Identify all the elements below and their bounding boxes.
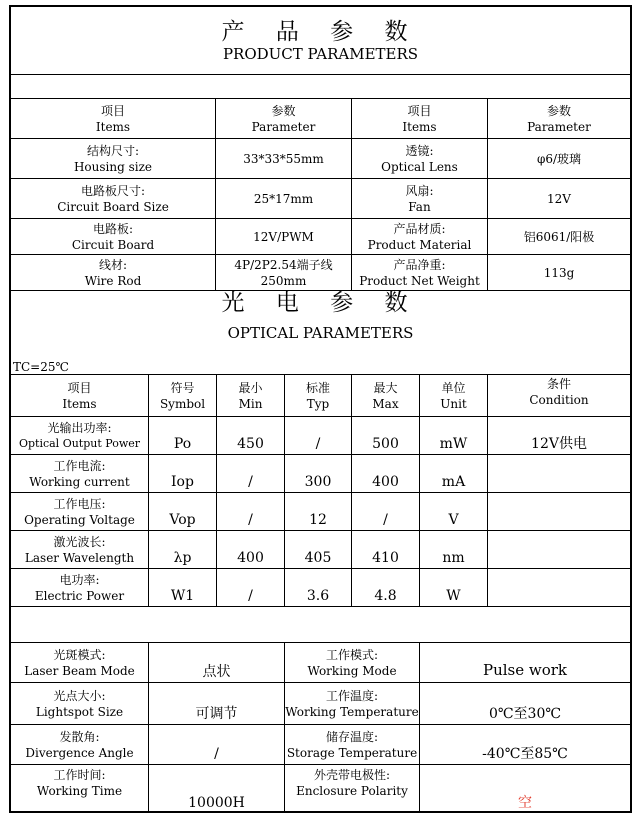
- item-circuit-board: [11, 219, 216, 254]
- item-en: Housing size: [73, 159, 153, 174]
- value-net-weight: 113g: [543, 265, 575, 280]
- optical-header-max: [352, 375, 420, 416]
- header-cn: 项目: [67, 380, 92, 395]
- param-en: Operating Voltage: [24, 512, 135, 527]
- min-cell: 450: [217, 417, 285, 454]
- item-en: Lightspot Size: [35, 704, 124, 719]
- header-cn: 最大: [373, 380, 398, 395]
- header-en: Items: [62, 396, 97, 411]
- unit-cell: V: [420, 493, 488, 530]
- item-enclosure-polarity: [285, 765, 420, 813]
- product-header-parameter-1: [216, 99, 352, 138]
- value-circuit-board: 12V/PWM: [216, 219, 352, 254]
- item-working-time: [11, 765, 149, 813]
- param-cn: 电功率:: [59, 572, 100, 587]
- param-cn: 光输出功率:: [47, 420, 112, 435]
- optical-row: [11, 493, 630, 531]
- param-cn: 工作电流:: [53, 458, 106, 473]
- value-housing-size: 33*33*55mm: [216, 139, 352, 178]
- item-en: Fan: [408, 199, 431, 214]
- typ-cell: 405: [285, 531, 352, 568]
- item-optical-lens: [352, 139, 488, 178]
- header-en: Max: [372, 396, 399, 411]
- product-header-items-2: [352, 99, 488, 138]
- value-working-time: 10000H: [149, 765, 285, 813]
- max-cell: 4.8: [352, 569, 420, 606]
- unit-cell: nm: [420, 531, 488, 568]
- item-net-weight: [352, 255, 488, 290]
- item-fan: [352, 179, 488, 218]
- item-cn: 外壳带电极性:: [313, 768, 391, 782]
- item-cn: 风扇:: [405, 183, 434, 198]
- mode-row: [11, 643, 630, 683]
- parameter-sheet: [9, 5, 632, 813]
- test-condition-label: TC=25℃: [13, 360, 69, 374]
- header-cn: 最小: [238, 380, 263, 395]
- header-cn: 标准: [305, 380, 330, 395]
- optical-header-symbol: [149, 375, 217, 416]
- header-en: Symbol: [159, 396, 206, 411]
- optical-header-row: [11, 375, 630, 417]
- optical-row: [11, 455, 630, 493]
- item-cn: 透镜:: [405, 143, 434, 158]
- value-laser-beam-mode: 点状: [149, 643, 285, 682]
- optical-header-condition: [488, 375, 630, 416]
- item-wire-rod: [11, 255, 216, 290]
- section-title-en: OPTICAL PARAMETERS: [227, 324, 414, 342]
- title-row: [11, 7, 630, 75]
- item-en: Circuit Board: [71, 237, 155, 252]
- header-en: Parameter: [251, 119, 316, 134]
- symbol-cell: Iop: [149, 455, 217, 492]
- header-en: Unit: [440, 396, 467, 411]
- spacer-row: [11, 75, 630, 99]
- param-en: Working current: [29, 474, 130, 489]
- typ-cell: 3.6: [285, 569, 352, 606]
- param-cn: 工作电压:: [53, 496, 106, 511]
- unit-cell: mA: [420, 455, 488, 492]
- min-cell: /: [217, 493, 285, 530]
- symbol-cell: λp: [149, 531, 217, 568]
- value-wire-rod: [216, 255, 352, 290]
- product-header-parameter-2: [488, 99, 630, 138]
- condition-cell: 12V供电: [531, 436, 587, 452]
- param-en: Optical Output Power: [18, 436, 141, 450]
- optical-title-cell: [11, 291, 630, 374]
- value-circuit-board-size: 25*17mm: [216, 179, 352, 218]
- item-cn: 工作时间:: [53, 768, 106, 782]
- item-cn: 电路板:: [92, 221, 134, 236]
- typ-cell: 12: [285, 493, 352, 530]
- item-cn: 工作温度:: [325, 688, 379, 703]
- item-en: Working Time: [36, 784, 123, 798]
- header-en: Condition: [529, 393, 589, 407]
- item-cn: 储存温度:: [325, 729, 379, 744]
- value-line: 4P/2P2.54端子线: [234, 257, 333, 272]
- product-row: [11, 179, 630, 219]
- item-working-temperature: [285, 683, 420, 724]
- item-en: Working Mode: [307, 663, 397, 678]
- item-storage-temperature: [285, 725, 420, 764]
- mode-row: [11, 765, 630, 813]
- item-en: Optical Lens: [381, 159, 458, 174]
- param-cn: 激光波长:: [53, 534, 106, 549]
- item-divergence-angle: [11, 725, 149, 764]
- header-cn: 参数: [546, 103, 571, 118]
- item-housing-size: [11, 139, 216, 178]
- item-en: Laser Beam Mode: [24, 663, 135, 678]
- param-operating-voltage: [11, 493, 149, 530]
- param-working-current: [11, 455, 149, 492]
- header-en: Items: [95, 119, 131, 134]
- value-working-temperature: 0℃至30℃: [488, 706, 562, 722]
- optical-header-items: [11, 375, 149, 416]
- header-cn: 符号: [170, 380, 195, 395]
- param-en: Electric Power: [34, 588, 125, 603]
- param-optical-output-power: [11, 417, 149, 454]
- max-cell: 410: [352, 531, 420, 568]
- item-cn: 产品材质:: [393, 221, 446, 236]
- item-cn: 线材:: [98, 257, 128, 272]
- condition-cell: [488, 455, 630, 492]
- section-title-cn: 光 电 参 数: [221, 290, 420, 316]
- min-cell: 400: [217, 531, 285, 568]
- optical-header-unit: [420, 375, 488, 416]
- item-lightspot-size: [11, 683, 149, 724]
- param-en: Laser Wavelength: [24, 550, 135, 565]
- value-divergence-angle: /: [149, 725, 285, 764]
- condition-cell: [488, 493, 630, 530]
- min-cell: /: [217, 569, 285, 606]
- unit-cell: mW: [420, 417, 488, 454]
- header-cn: 条件: [546, 377, 571, 391]
- symbol-cell: Vop: [149, 493, 217, 530]
- item-circuit-board-size: [11, 179, 216, 218]
- value-product-material: 铝6061/阳极: [523, 229, 595, 244]
- header-cn: 参数: [271, 103, 296, 118]
- item-en: Product Material: [367, 237, 472, 252]
- item-en: Storage Temperature: [286, 745, 418, 760]
- min-cell: /: [217, 455, 285, 492]
- item-cn: 光斑模式:: [53, 647, 106, 662]
- item-working-mode: [285, 643, 420, 682]
- optical-header-typ: [285, 375, 352, 416]
- symbol-cell: Po: [149, 417, 217, 454]
- condition-cell: [488, 569, 630, 606]
- symbol-cell: W1: [149, 569, 217, 606]
- typ-cell: /: [285, 417, 352, 454]
- item-cn: 产品净重:: [393, 257, 446, 272]
- header-cn: 项目: [407, 103, 432, 118]
- product-row: [11, 139, 630, 179]
- page-title-en: PRODUCT PARAMETERS: [222, 44, 419, 63]
- value-working-mode: Pulse work: [482, 661, 568, 679]
- item-cn: 电路板尺寸:: [80, 183, 146, 198]
- item-product-material: [352, 219, 488, 254]
- header-en: Min: [238, 396, 263, 411]
- product-header-items-1: [11, 99, 216, 138]
- product-header-row: [11, 99, 630, 139]
- header-cn: 单位: [441, 380, 466, 395]
- value-enclosure-polarity: 空: [518, 795, 532, 811]
- item-en: Divergence Angle: [25, 745, 134, 760]
- optical-header-min: [217, 375, 285, 416]
- product-row: [11, 219, 630, 255]
- item-cn: 工作模式:: [325, 647, 379, 662]
- product-row: [11, 255, 630, 291]
- item-en: Product Net Weight: [359, 273, 480, 288]
- unit-cell: W: [420, 569, 488, 606]
- optical-row: [11, 417, 630, 455]
- condition-cell: [488, 531, 630, 568]
- item-en: Wire Rod: [84, 273, 142, 288]
- value-storage-temperature: -40℃至85℃: [482, 746, 568, 762]
- item-en: Working Temperature: [285, 704, 419, 719]
- optical-row: [11, 531, 630, 569]
- header-cn: 项目: [100, 103, 125, 118]
- value-fan: 12V: [547, 191, 571, 206]
- max-cell: /: [352, 493, 420, 530]
- optical-title-row: [11, 291, 630, 375]
- max-cell: 400: [352, 455, 420, 492]
- param-laser-wavelength: [11, 531, 149, 568]
- param-electric-power: [11, 569, 149, 606]
- value-lightspot-size: 可调节: [149, 683, 285, 724]
- title-cell: [11, 7, 630, 74]
- mode-row: [11, 683, 630, 725]
- spacer-row: [11, 607, 630, 643]
- item-en: Circuit Board Size: [57, 199, 169, 214]
- item-en: Enclosure Polarity: [296, 784, 408, 798]
- header-en: Items: [402, 119, 437, 134]
- item-cn: 结构尺寸:: [86, 143, 140, 158]
- optical-row: [11, 569, 630, 607]
- value-optical-lens: φ6/玻璃: [536, 151, 582, 166]
- typ-cell: 300: [285, 455, 352, 492]
- item-cn: 光点大小:: [53, 688, 106, 703]
- page-title-cn: 产 品 参 数: [221, 18, 420, 45]
- mode-row: [11, 725, 630, 765]
- max-cell: 500: [352, 417, 420, 454]
- item-cn: 发散角:: [59, 729, 100, 744]
- item-laser-beam-mode: [11, 643, 149, 682]
- value-line: 250mm: [260, 273, 307, 288]
- header-en: Typ: [306, 396, 330, 411]
- header-en: Parameter: [527, 119, 591, 134]
